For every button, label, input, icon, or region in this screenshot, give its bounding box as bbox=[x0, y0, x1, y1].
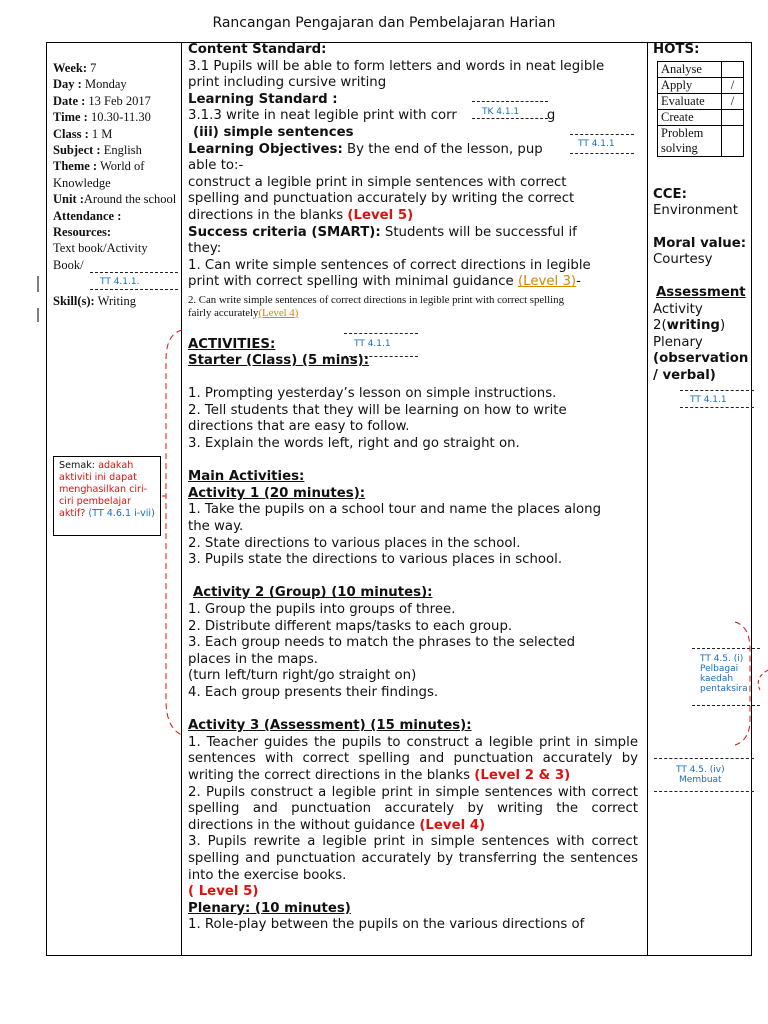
page-title: Rancangan Pengajaran dan Pembelajaran Harian bbox=[212, 15, 556, 31]
success-text-2b: fairly accurately bbox=[188, 306, 259, 319]
activity2-item-3c: (turn left/turn right/go straight on) bbox=[188, 668, 417, 684]
hots-row-label: Analyse bbox=[658, 61, 722, 77]
theme-value: World of Knowledge bbox=[53, 159, 145, 190]
success-level-3: (Level 3) bbox=[517, 274, 577, 290]
assessment-2c: ) bbox=[719, 318, 726, 334]
week-value: 7 bbox=[90, 61, 97, 75]
plenary-item-1: 1. Role-play between the pupils on the various directions of bbox=[188, 917, 585, 933]
note-tk411: TK 4.1.1 bbox=[482, 107, 520, 117]
activity3-level-3: ( Level 5) bbox=[188, 884, 259, 900]
learning-standard-tail: g bbox=[546, 108, 556, 124]
activity3-text-2: 2. Pupils construct a legible print in simple sentences with correct spelling and punctuation accurately by writing the correct directions in the without guidance bbox=[188, 784, 638, 833]
success-line-2: they: bbox=[188, 241, 222, 257]
starter-item-3: 3. Explain the words left, right and go straight on. bbox=[188, 436, 520, 452]
hots-label: HOTS: bbox=[653, 42, 700, 57]
assessment-line-1: Activity bbox=[653, 301, 703, 317]
subject-value: English bbox=[103, 143, 142, 158]
semak-ref: (TT 4.6.1 i-vii) bbox=[88, 508, 155, 519]
subject-label: Subject : bbox=[53, 143, 101, 158]
success-line-3: 1. Can write simple sentences of correct directions in legible bbox=[188, 257, 591, 273]
success-text-1b: print with correct spelling with minimal guidance bbox=[188, 274, 514, 290]
theme-label: Theme : bbox=[53, 159, 98, 174]
activity1-item-3: 3. Pupils state the directions to various places in school. bbox=[188, 552, 563, 568]
activity3-level-2: (Level 4) bbox=[419, 817, 486, 833]
note-tt411-act: TT 4.1.1 bbox=[354, 339, 391, 349]
activity3-text-1: 1. Teacher guides the pupils to construct a legible print in simple sentences with correct spelling and punctuation accurately by writing the correct directions in the blanks bbox=[188, 734, 638, 783]
attendance-label: Attendance : bbox=[53, 208, 122, 223]
starter-item-2a: 2. Tell students that they will be learning on how to write bbox=[188, 402, 567, 418]
activity2-item-4: 4. Each group presents their findings. bbox=[188, 684, 439, 700]
assessment-label: Assessment bbox=[656, 284, 746, 300]
activity1-item-1b: the way. bbox=[188, 519, 244, 535]
connector-left bbox=[166, 330, 182, 735]
objectives-text-5: directions in the blanks bbox=[188, 207, 344, 223]
resources-label: Resources: bbox=[53, 225, 112, 240]
date-label: Date : bbox=[53, 93, 86, 108]
date-value: 13 Feb 2017 bbox=[88, 93, 151, 108]
hots-row-label: Problem solving bbox=[658, 125, 722, 156]
success-line-5: 2. Can write simple sentences of correct directions in legible print with correct spelling bbox=[188, 293, 564, 306]
hots-row-label: Apply bbox=[658, 77, 722, 93]
activity1-item-2: 2. State directions to various places in the school. bbox=[188, 535, 521, 551]
day-value: Monday bbox=[84, 77, 127, 92]
semak-comment-box bbox=[53, 456, 161, 536]
note-tt411-obj: TT 4.1.1 bbox=[578, 139, 615, 149]
content-standard-line-2: print including cursive writing bbox=[188, 75, 387, 91]
activity1-item-1a: 1. Take the pupils on a school tour and name the places along bbox=[188, 502, 602, 518]
objectives-line-2: able to:- bbox=[188, 158, 244, 174]
activity2-item-3b: places in the maps. bbox=[188, 651, 319, 667]
week-label: Week: bbox=[53, 61, 88, 75]
time-label: Time : bbox=[53, 110, 88, 125]
class-value: 1 M bbox=[91, 126, 113, 141]
success-tail: - bbox=[576, 274, 581, 290]
hots-row-mark: / bbox=[722, 77, 744, 93]
day-label: Day : bbox=[53, 77, 82, 92]
assessment-line-3: Plenary bbox=[653, 334, 703, 350]
success-intro-1: Students will be successful if bbox=[384, 224, 577, 240]
activity3-level-1: (Level 2 & 3) bbox=[474, 767, 571, 783]
hots-row-label: Evaluate bbox=[658, 93, 722, 109]
learning-standard-label: Learning Standard : bbox=[188, 91, 338, 107]
unit-value: Around the school bbox=[83, 192, 177, 207]
objectives-line-3: construct a legible print in simple sentences with correct bbox=[188, 174, 567, 190]
connector-right-hook bbox=[758, 670, 768, 690]
class-label: Class : bbox=[53, 126, 89, 141]
moral-label: Moral value: bbox=[653, 235, 747, 251]
activity2-label: Activity 2 (Group) (10 minutes): bbox=[193, 585, 433, 601]
connector-right bbox=[735, 622, 750, 745]
starter-item-2b: directions that are easy to follow. bbox=[188, 419, 410, 435]
assessment-2a: 2( bbox=[653, 318, 667, 334]
note-tt45iv-line-1: TT 4.5. (iv) bbox=[676, 765, 725, 775]
semak-text: adakah aktiviti ini dapat menghasilkan ciri-ciri pembelajar aktif? bbox=[59, 460, 148, 519]
note-tt411-res: TT 4.1.1. bbox=[100, 277, 140, 287]
note-tt45i-line-4: pentaksira bbox=[700, 684, 748, 694]
objectives-label: Learning Objectives: bbox=[188, 141, 343, 157]
time-value: 10.30-11.30 bbox=[90, 110, 151, 125]
objectives-line-4: spelling and punctuation accurately by writing the correct bbox=[188, 191, 575, 207]
objectives-text-1: By the end of the lesson, pup bbox=[347, 141, 543, 157]
cce-label: CCE: bbox=[653, 186, 687, 202]
assessment-2b: writing bbox=[666, 318, 720, 334]
note-tt45i-line-2: Pelbagai bbox=[700, 664, 739, 674]
note-tt411-right: TT 4.1.1 bbox=[690, 395, 727, 405]
note-tt45i-line-1: TT 4.5. (i) bbox=[700, 654, 744, 664]
semak-label: Semak: bbox=[59, 460, 96, 471]
activity2-item-3a: 3. Each group needs to match the phrases to the selected bbox=[188, 635, 576, 651]
starter-label: Starter (Class) (5 mins): bbox=[188, 353, 370, 369]
learning-standard-text: 3.1.3 write in neat legible print with corr bbox=[188, 108, 457, 124]
hots-row-label: Create bbox=[658, 109, 722, 125]
activity3-item-3: 3. Pupils rewrite a legible print in simple sentences with correct spelling and punctuation accurately by transferring the sentences into the exercise books. bbox=[188, 834, 638, 883]
activity3-label: Activity 3 (Assessment) (15 minutes): bbox=[188, 718, 472, 734]
content-standard-line-1: 3.1 Pupils will be able to form letters and words in neat legible bbox=[188, 58, 605, 74]
unit-label: Unit : bbox=[53, 192, 84, 207]
note-tt45iv-line-2: Membuat bbox=[679, 775, 722, 785]
activity2-item-1: 1. Group the pupils into groups of three. bbox=[188, 602, 456, 617]
resources-value-1: Text book/Activity bbox=[53, 241, 148, 256]
success-level-4: (Level 4) bbox=[258, 306, 299, 319]
activities-label: ACTIVITIES: bbox=[188, 336, 276, 352]
objectives-level: (Level 5) bbox=[347, 207, 414, 223]
note-tt45i-line-3: kaedah bbox=[700, 674, 734, 684]
content-standard-label: Content Standard: bbox=[188, 42, 327, 57]
learning-standard-line-2: (iii) simple sentences bbox=[193, 124, 354, 140]
assessment-line-5: / verbal) bbox=[653, 367, 716, 383]
success-label: Success criteria (SMART): bbox=[188, 224, 381, 240]
starter-item-1: 1. Prompting yesterday’s lesson on simple instructions. bbox=[188, 386, 557, 402]
cce-value: Environment bbox=[653, 203, 738, 219]
resources-value-2: Book/ bbox=[53, 257, 84, 272]
assessment-line-4: (observation bbox=[653, 351, 749, 367]
main-activities-label: Main Activities: bbox=[188, 469, 305, 485]
moral-value: Courtesy bbox=[653, 252, 713, 268]
hots-row-mark: / bbox=[722, 93, 744, 109]
activity1-label: Activity 1 (20 minutes): bbox=[188, 485, 366, 501]
skills-value: Writing bbox=[97, 294, 136, 309]
skills-label: Skill(s): bbox=[53, 294, 95, 309]
plenary-label: Plenary: (10 minutes) bbox=[188, 900, 351, 916]
activity2-item-2: 2. Distribute different maps/tasks to each group. bbox=[188, 618, 513, 634]
